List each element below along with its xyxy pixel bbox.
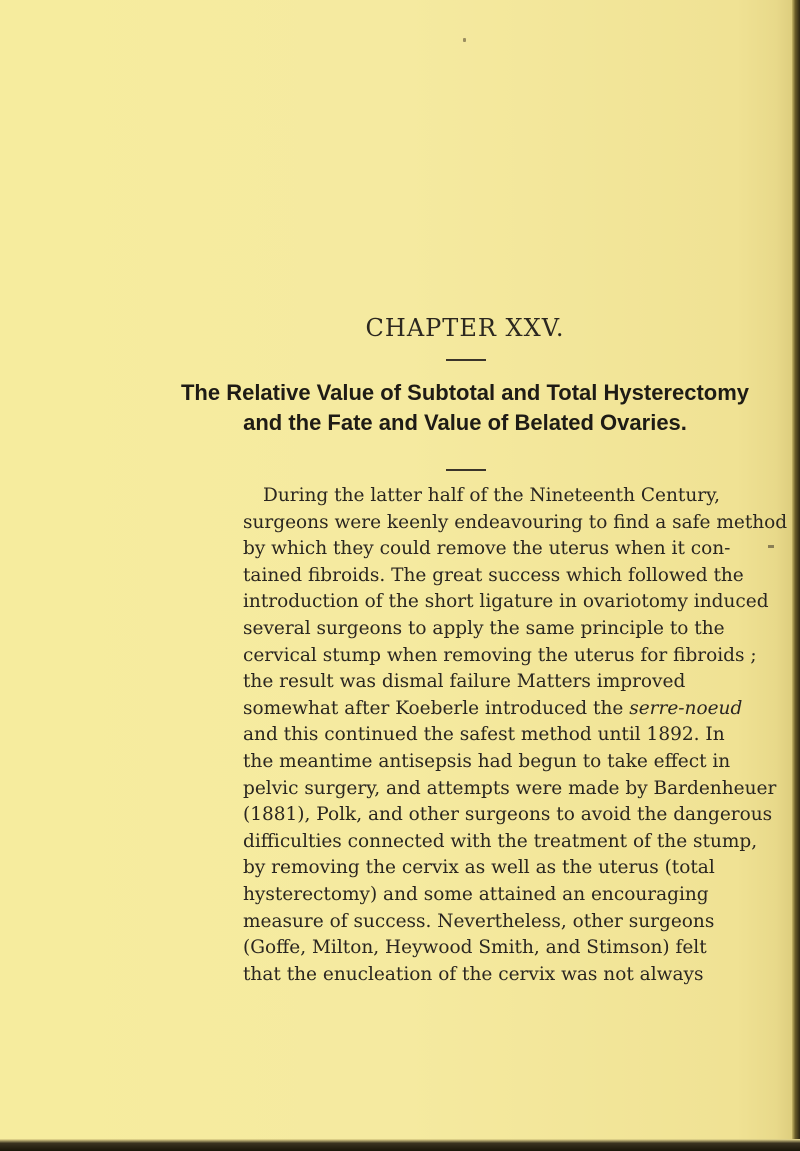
text-line: by removing the cervix as well as the uterus (total: [243, 857, 715, 879]
text-line: surgeons were keenly endeavouring to find a safe method: [243, 511, 788, 533]
page-edge-shadow: [792, 0, 800, 1151]
text-line: by which they could remove the uterus when it con-: [243, 538, 731, 560]
text-line: several surgeons to apply the same principle to the: [243, 617, 725, 639]
margin-mark: [768, 545, 774, 548]
lower-rule: [446, 469, 486, 471]
italic-term: serre-noeud: [629, 697, 743, 719]
text-line: difficulties connected with the treatment of the stump,: [243, 830, 758, 852]
chapter-title: [30, 378, 800, 438]
text-line: and this continued the safest method until 1892. In: [243, 724, 725, 746]
upper-rule: [446, 359, 486, 361]
text-line: cervical stump when removing the uterus for fibroids ;: [243, 644, 757, 666]
text-line: introduction of the short ligature in ovariotomy induced: [243, 591, 769, 613]
bottom-edge-shadow: [0, 1139, 800, 1151]
text-line: measure of success. Nevertheless, other surgeons: [243, 910, 715, 932]
text-line: (Goffe, Milton, Heywood Smith, and Stimson) felt: [243, 937, 707, 959]
text-line: somewhat after Koeberle introduced the serre-noeud: [243, 697, 743, 719]
body-text: [243, 483, 788, 988]
text-line: During the latter half of the Nineteenth Century,: [263, 485, 720, 506]
text-line: pelvic surgery, and attempts were made by Bardenheuer: [243, 777, 777, 799]
text-line: that the enucleation of the cervix was not always: [243, 963, 704, 985]
text-line: tained fibroids. The great success which followed the: [243, 564, 744, 586]
chapter-title-line: and the Fate and Value of Belated Ovaries.: [243, 410, 687, 435]
text-line: the result was dismal failure Matters improved: [243, 671, 686, 693]
page-speck: [463, 38, 466, 42]
text-line: the meantime antisepsis had begun to take effect in: [243, 750, 731, 772]
chapter-heading: CHAPTER XXV.: [365, 314, 565, 342]
text-line: (1881), Polk, and other surgeons to avoid the dangerous: [243, 804, 773, 826]
chapter-title-line: The Relative Value of Subtotal and Total Hysterectomy: [180, 380, 750, 405]
text-line: hysterectomy) and some attained an encouraging: [243, 883, 709, 905]
